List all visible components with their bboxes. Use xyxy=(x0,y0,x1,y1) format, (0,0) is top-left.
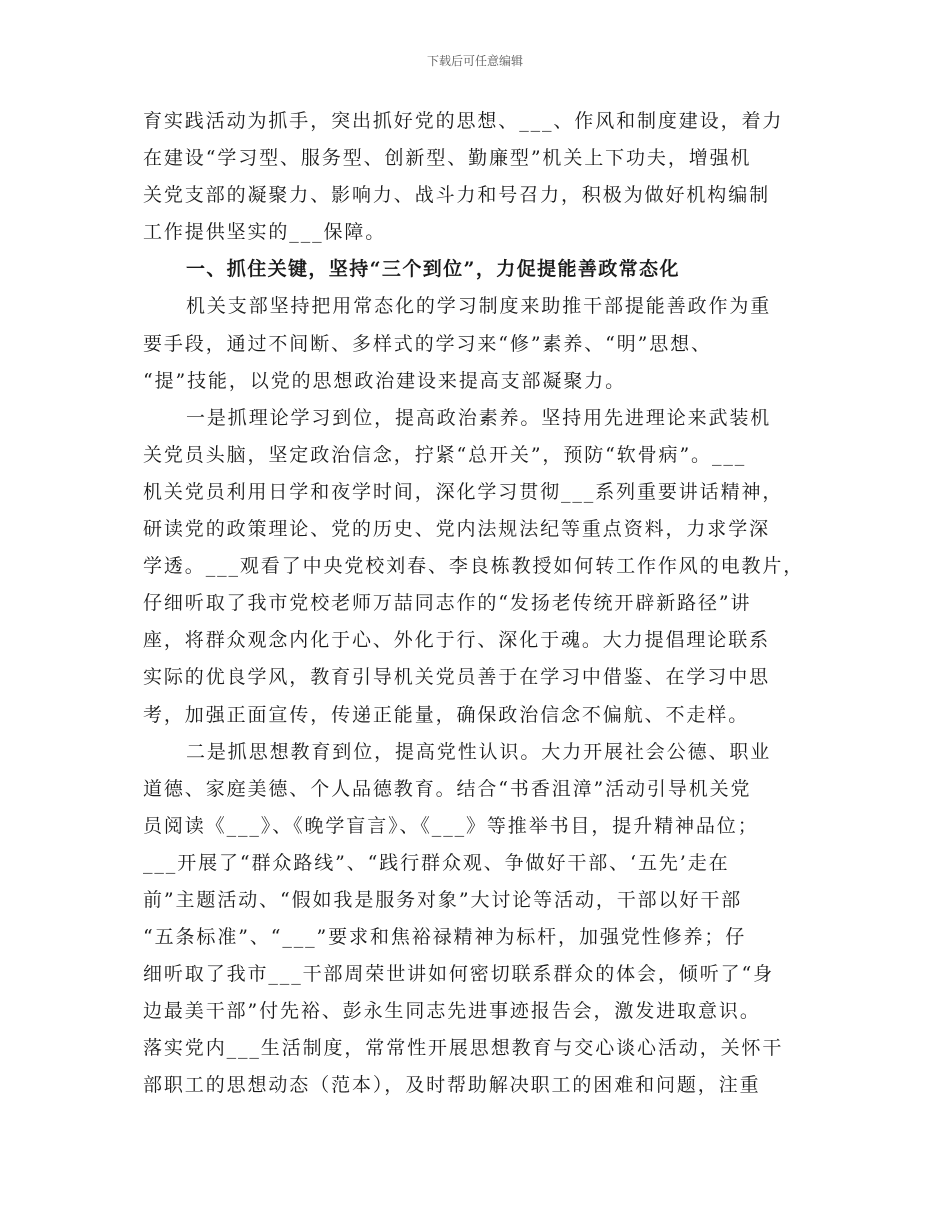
paragraph-line: 边最美干部”付先裕、彭永生同志先进事迹报告会，激发进取意识。 xyxy=(143,1000,761,1023)
paragraph-line: 育实践活动为抓手，突出抓好党的思想、___、作风和制度建设，着力 xyxy=(143,110,784,132)
paragraph-line: 落实党内___生活制度，常常性开展思想教育与交心谈心活动，关怀干 xyxy=(143,1037,784,1060)
section-heading: 一、抓住关键，坚持“三个到位”，力促提能善政常态化 xyxy=(186,258,680,281)
paragraph-line: 道德、家庭美德、个人品德教育。结合“书香沮漳”活动引导机关党 xyxy=(143,777,752,800)
paragraph-line: 仔细听取了我市党校老师万喆同志作的“发扬老传统开辟新路径”讲 xyxy=(143,592,752,615)
paragraph-line: 工作提供坚实的___保障。 xyxy=(143,221,387,244)
paragraph-line: “提”技能，以党的思想政治建设来提高支部凝聚力。 xyxy=(143,369,627,392)
paragraph-line: 在建设“学习型、服务型、创新型、勤廉型”机关上下功夫，增强机 xyxy=(143,147,752,170)
paragraph-line: ___开展了“群众路线”、“践行群众观、争做好干部、‘五先’走在 xyxy=(143,851,730,874)
paragraph-line: 实际的优良学风，教育引导机关党员善于在学习中借鉴、在学习中思 xyxy=(143,666,771,689)
paragraph-line: 机关支部坚持把用常态化的学习制度来助推干部提能善政作为重 xyxy=(186,295,772,318)
paragraph-line: 考，加强正面宣传，传递正能量，确保政治信念不偏航、不走样。 xyxy=(143,703,750,726)
paragraph-line: 前”主题活动、“假如我是服务对象”大讨论等活动，干部以好干部 xyxy=(143,888,743,911)
paragraph-line: 座，将群众观念内化于心、外化于行、深化于魂。大力提倡理论联系 xyxy=(143,629,771,652)
paragraph-line: 细听取了我市___干部周荣世讲如何密切联系群众的体会，倾听了“身 xyxy=(143,963,775,986)
paragraph-line: 员阅读《___》、《晚学盲言》、《___》等推举书目，提升精神品位； xyxy=(143,814,759,837)
paragraph-line: 机关党员利用日学和夜学时间，深化学习贯彻___系列重要讲话精神， xyxy=(143,480,784,503)
paragraph-line: 学透。___观看了中央党校刘春、李良栋教授如何转工作作风的电教片， xyxy=(143,555,805,578)
paragraph-line: 关党员头脑，坚定政治信念，拧紧“总开关”，预防“软骨病”。___ xyxy=(143,443,747,466)
page-header: 下载后可任意编辑 xyxy=(426,54,523,68)
paragraph-line: 关党支部的凝聚力、影响力、战斗力和号召力，积极为做好机构编制 xyxy=(143,184,771,207)
paragraph-line: 二是抓思想教育到位，提高党性认识。大力开展社会公德、职业 xyxy=(186,740,772,763)
paragraph-line: 研读党的政策理论、党的历史、党内法规法纪等重点资料，力求学深 xyxy=(143,518,771,541)
paragraph-line: 要手段，通过不间断、多样式的学习来“修”素养、“明”思想、 xyxy=(143,332,712,355)
document-body xyxy=(143,103,808,1105)
paragraph-line: “五条标准”、“___”要求和焦裕禄精神为标杆，加强党性修养；仔 xyxy=(143,926,747,949)
paragraph-line: 部职工的思想动态（范本），及时帮助解决职工的困难和问题，注重 xyxy=(143,1074,761,1097)
paragraph-line: 一是抓理论学习到位，提高政治素养。坚持用先进理论来武装机 xyxy=(186,406,772,429)
